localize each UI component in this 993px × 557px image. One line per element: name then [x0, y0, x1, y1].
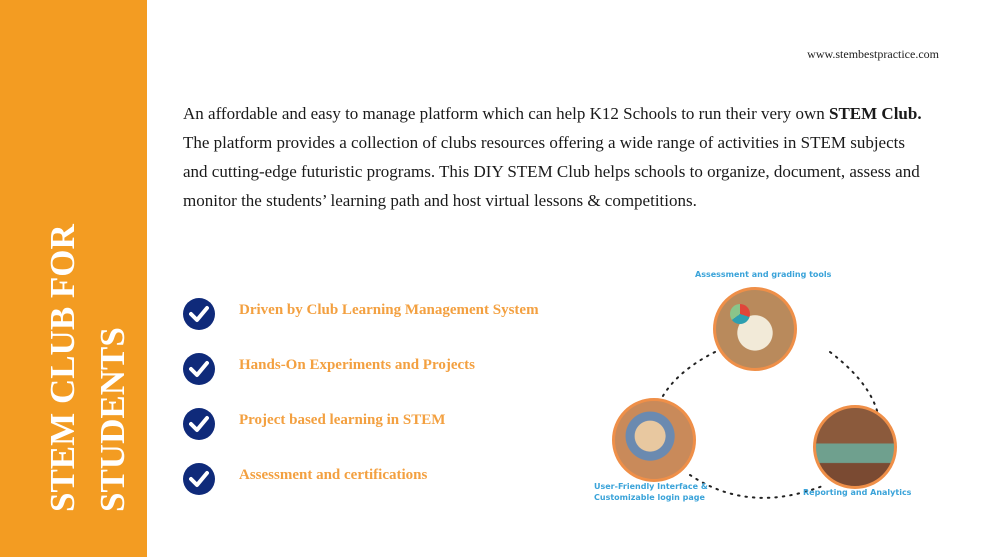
check-circle-icon	[183, 353, 215, 385]
feature-item	[183, 352, 539, 385]
sidebar-title-line2: STUDENTS	[93, 327, 132, 512]
feature-label: Project based learning in STEM	[239, 412, 446, 428]
feature-label: Hands-On Experiments and Projects	[239, 357, 475, 373]
label-user-friendly	[594, 481, 708, 503]
label-user-friendly-line2: Customizable login page	[594, 493, 705, 502]
intro-paragraph-2: The platform provides a collection of clubs resources offering a wide range of activities in STEM subjects and cutting-edge futuristic programs. This DIY STEM Club helps schools to organize, document, assess and monitor the students’ learning path and host virtual lessons & competitions.	[183, 133, 920, 210]
feature-label: Driven by Club Learning Management System	[239, 302, 539, 318]
label-reporting: Reporting and Analytics	[803, 488, 912, 497]
intro-stem-club: STEM Club.	[828, 104, 922, 123]
feature-item	[183, 462, 539, 495]
check-circle-icon	[183, 408, 215, 440]
feature-item	[183, 297, 539, 330]
check-circle-icon	[183, 298, 215, 330]
feature-label: Assessment and certifications	[239, 467, 428, 483]
feature-diagram	[580, 260, 930, 510]
feature-list	[183, 297, 539, 517]
feature-item	[183, 407, 539, 440]
website-url: www.stembestpractice.com	[807, 47, 939, 61]
pie-chart-icon	[730, 304, 750, 324]
label-assessment: Assessment and grading tools	[695, 270, 832, 279]
sidebar	[0, 0, 147, 557]
check-circle-icon	[183, 463, 215, 495]
sidebar-title-line1: STEM CLUB FOR	[43, 224, 82, 512]
intro-text	[183, 99, 923, 215]
assessment-image	[713, 287, 797, 371]
intro-paragraph-1	[183, 99, 923, 128]
intro-line1: An affordable and easy to manage platform which can help K12 Schools to run their very own	[183, 104, 829, 123]
label-user-friendly-line1: User-Friendly Interface &	[594, 482, 708, 491]
students-computer-image	[612, 398, 696, 482]
sidebar-title	[38, 212, 138, 512]
teacher-library-image	[813, 405, 897, 489]
